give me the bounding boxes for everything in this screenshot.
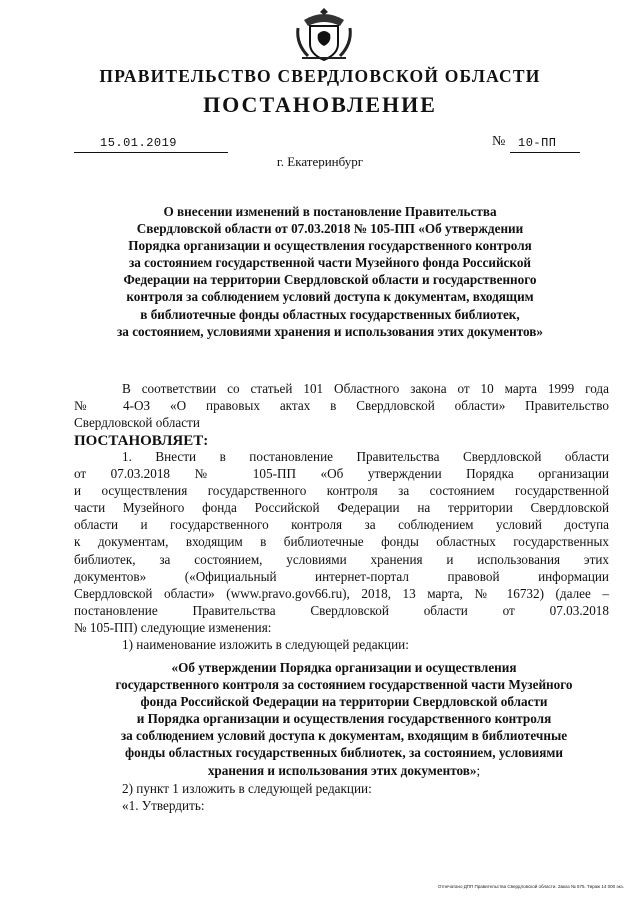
number-label: №	[492, 134, 506, 149]
document-title	[70, 203, 590, 340]
subitem-2-quote: «1. Утвердить:	[122, 798, 205, 814]
text-line: Свердловской области» (www.pravo.gov66.ru), 2018, 13 марта, № 16732) (далее –	[74, 585, 609, 601]
new-name-line: государственного контроля за состоянием государственной части Музейного	[115, 677, 573, 693]
new-name-line-last	[70, 762, 618, 779]
text-line: постановление Правительства Свердловской области от 07.03.2018	[74, 602, 609, 618]
title-line: контроля за соблюдением условий доступа к документам, входящим	[126, 289, 534, 305]
organization-name: ПРАВИТЕЛЬСТВО СВЕРДЛОВСКОЙ ОБЛАСТИ	[99, 66, 541, 86]
text-line: библиотек, за состоянием, условиями хранения и использования этих	[74, 551, 609, 567]
title-line: Федерации на территории Свердловской области и государственного	[123, 272, 537, 288]
document-number: 10-ПП	[518, 136, 557, 150]
title-line: О внесении изменений в постановление Правительства	[163, 204, 497, 219]
text-line: от 07.03.2018 № 105-ПП «Об утверждении Порядка организации	[74, 466, 609, 482]
text-line: Свердловской области	[74, 415, 200, 431]
new-name-block	[70, 659, 618, 779]
text-line: документов» («Официальный интернет-портал правовой информации	[74, 568, 609, 584]
semicolon: ;	[476, 762, 481, 778]
title-line: за состоянием, условиями хранения и использования этих документов»	[117, 323, 543, 339]
title-line: Порядка организации и осуществления государственного контроля	[128, 238, 532, 254]
text-line: 1. Внести в постановление Правительства Свердловской области	[122, 449, 609, 464]
title-line: в библиотечные фонды областных государственных библиотек,	[140, 306, 520, 322]
document-date: 15.01.2019	[100, 136, 178, 150]
text-line: № 4-ОЗ «О правовых актах в Свердловской области» Правительство	[74, 398, 609, 414]
item-1-continued	[74, 780, 609, 814]
new-name-line: за соблюдением условий доступа к документам, входящим в библиотечные	[120, 728, 568, 744]
title-line: за состоянием государственной части Музейного фонда Российской	[128, 255, 532, 271]
new-name-line: фонды областных государственных библиотек, за состоянием, условиями	[125, 745, 563, 761]
new-name-line: фонда Российской Федерации на территории Свердловской области	[140, 694, 548, 710]
text-line: В соответствии со статьей 101 Областного закона от 10 марта 1999 года	[122, 381, 609, 396]
text-line: части Музейного фонда Российской Федерации на территории Свердловской	[74, 500, 609, 516]
new-name-line: и Порядка организации и осуществления государственного контроля	[136, 711, 552, 727]
text-line: и осуществления государственного контроля за состоянием государственной	[74, 483, 609, 499]
resolves-heading: ПОСТАНОВЛЯЕТ:	[74, 433, 209, 449]
text-line: № 105-ПП) следующие изменения:	[74, 619, 272, 635]
new-name-line: «Об утверждении Порядка организации и осуществления	[171, 660, 517, 675]
city: г. Екатеринбург	[276, 154, 364, 169]
coat-of-arms-icon	[294, 6, 354, 64]
subitem-1: 1) наименование изложить в следующей редакции:	[122, 637, 409, 653]
document-type: ПОСТАНОВЛЕНИЕ	[203, 92, 437, 117]
title-line: Свердловской области от 07.03.2018 № 105-ПП «Об утверждении	[136, 221, 524, 237]
subitem-2: 2) пункт 1 изложить в следующей редакции:	[122, 781, 372, 796]
preamble	[74, 380, 609, 431]
text-line: к документам, входящим в библиотечные фонды областных государственных	[74, 534, 609, 550]
print-footer-note: Отпечатано ДПП Правительства Свердловской области. Заказ № 575. Тираж 14 000 экз.	[437, 884, 624, 889]
new-name-last-text: хранения и использования этих документов»	[207, 762, 477, 778]
item-1	[74, 448, 609, 653]
text-line: области и государственного контроля за соблюдением условий доступа	[74, 517, 609, 533]
